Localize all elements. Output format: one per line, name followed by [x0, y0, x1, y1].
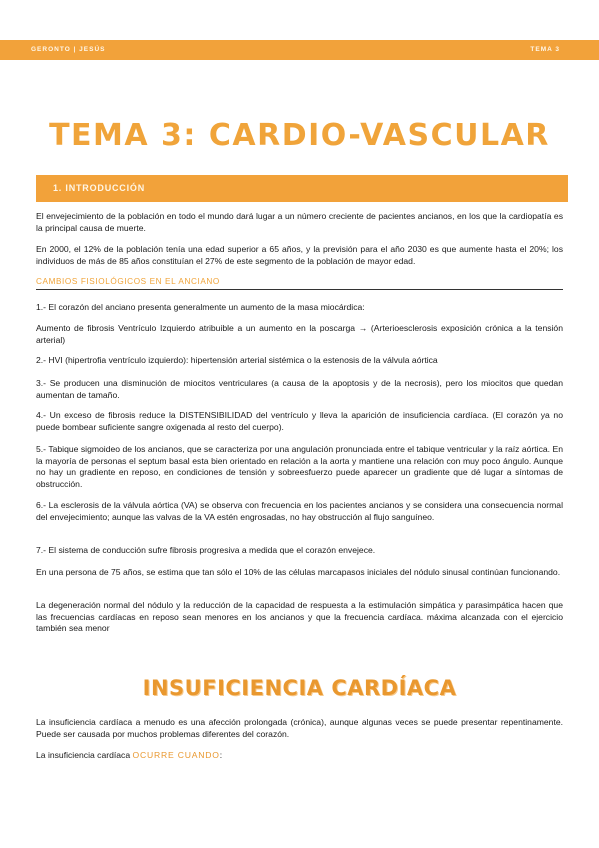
change-6: 6.- La esclerosis de la válvula aórtica (VA) se observa con frecuencia en los pacientes ancianos y se considera una consecuencia normal del envejecimiento; aunque las valvas de la VA estén engrosadas, no hay obstrucción al flujo sanguíneo.	[36, 500, 563, 522]
intro-paragraph-2: En 2000, el 12% de la población tenía una edad superior a 65 años, y la previsión para el año 2030 es que aumente hasta el 20%; los individuos de más de 85 años constituían el 27% de este segmento de la población de mayor edad.	[36, 244, 563, 266]
page-title: TEMA 3: CARDIO-VASCULAR	[49, 118, 550, 153]
change-1b: Aumento de fibrosis Ventrículo Izquierdo atribuible a un aumento en la poscarga → (Arterioesclerosis exposición crónica a la tensión arterial)	[36, 323, 563, 345]
change-1: 1.- El corazón del anciano presenta generalmente un aumento de la masa miocárdica:	[36, 302, 365, 312]
change-7: 7.- El sistema de conducción sufre fibrosis progresiva a medida que el corazón envejece.	[36, 545, 376, 555]
accent-text: OCURRE CUANDO	[132, 750, 220, 760]
change-5: 5.- Tabique sigmoideo de los ancianos, que se caracteriza por una angulación pronunciada entre el tabique ventricular y la raíz aórtica. En la mayoría de personas el septum basal esta bien orientado en relación a la aorta y mantiene una relación con muy poco ángulo. Aunque no hay un gradiente en reposo, en condiciones de tensión y sobreesfuerzo puede aparecer un gradiente que dé lugar a síntomas de obstrucción.	[36, 444, 563, 489]
change-3: 3.- Se producen una disminución de miocitos ventriculares (a causa de la apoptosis y de la necrosis), pero los miocitos que quedan aumentan de tamaño.	[36, 378, 563, 400]
section-heading-insuficiencia: INSUFICIENCIA CARDÍACA	[142, 676, 457, 700]
change-4: 4.- Un exceso de fibrosis reduce la DISTENSIBILIDAD del ventrículo y lleva la aparición de insuficiencia cardíaca. (El corazón ya no puede bombear suficiente sangre oxigenada al resto del cuerpo).	[36, 410, 563, 432]
insuficiencia-paragraph-2	[36, 750, 563, 762]
subsection-heading: CAMBIOS FISIOLÓGICOS EN EL ANCIANO	[36, 277, 563, 290]
header-right-text: TEMA 3	[530, 46, 560, 53]
insuficiencia-paragraph-1: La insuficiencia cardíaca a menudo es una afección prolongada (crónica), aunque algunas veces se puede presentar repentinamente. Puede ser causada por muchos problemas diferentes del corazón.	[36, 717, 563, 739]
section-label: 1. INTRODUCCIÓN	[53, 183, 146, 193]
change-8: En una persona de 75 años, se estima que tan sólo el 10% de las células marcapasos iniciales del nódulo sinusal continúan funcionando.	[36, 567, 561, 577]
change-9: La degeneración normal del nódulo y la reducción de la capacidad de respuesta a la estimulación simpática y parasimpática hacen que las frecuencias cardíacas en reposo sean menores en los ancianos y que la frecuencia cardíaca. máxima alcanzada con el ejercicio también sea menor	[36, 600, 563, 634]
intro-paragraph-1: El envejecimiento de la población en todo el mundo dará lugar a un número creciente de pacientes ancianos, en los que la cardiopatía es la principal causa de muerte.	[36, 211, 563, 233]
header-bar	[0, 40, 599, 60]
section-bar-introduccion	[36, 175, 568, 202]
paragraph-prefix: La insuficiencia cardíaca	[36, 750, 133, 760]
change-2: 2.- HVI (hipertrofia ventrículo izquierdo): hipertensión arterial sistémica o la estenosis de la válvula aórtica	[36, 355, 438, 365]
paragraph-suffix: :	[219, 750, 223, 760]
header-left-text: GERONTO | JESÚS	[31, 46, 106, 53]
